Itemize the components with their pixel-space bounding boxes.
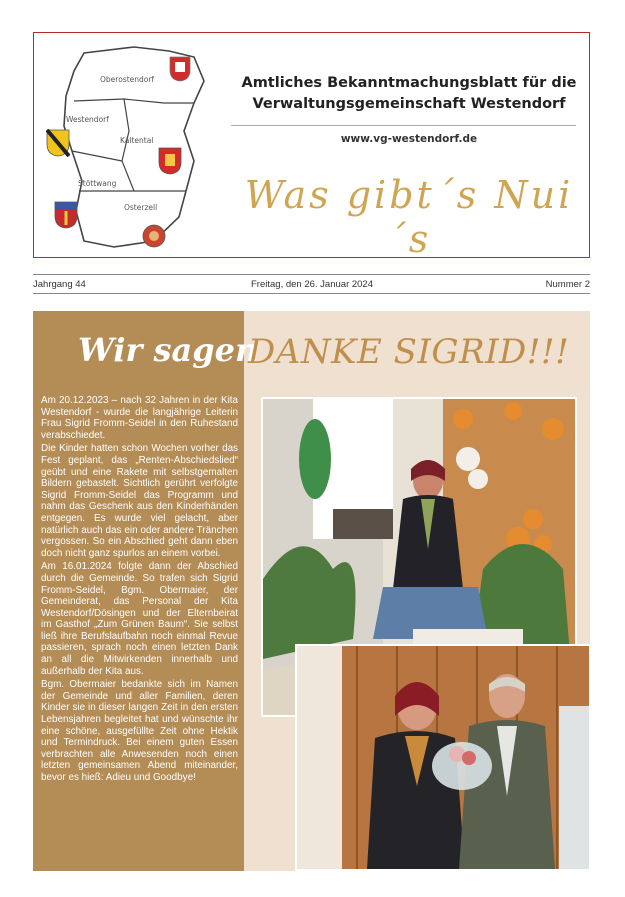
westendorf-coat-of-arms-icon [46, 129, 70, 157]
map-label-stoettwang: Stöttwang [78, 179, 117, 188]
issue-date: Freitag, den 26. Januar 2024 [251, 279, 374, 290]
masthead-title [234, 73, 584, 115]
photo-farewell-gemeinde [295, 644, 591, 871]
headline-part2: DANKE SIGRID!!! [248, 332, 570, 372]
map-label-oberostendorf: Oberostendorf [100, 75, 155, 84]
stoettwang-coat-of-arms-icon [54, 201, 78, 229]
article-paragraph-4: Bgm. Obermaier bedankte sich im Namen der Gemeinde und aller Familien, deren Kinder sie in dieser langen Zeit in den ersten Lebensjahren begleitet hat und wünschte ihr eine schöne, ausgefüllte Zeit ohne Hektik und Termindruck. Bei einem guten Essen verbrachten alle Anwesenden noch einen letzten gemeinsamen Abend miteinander, bevor es hieß: Adieu und Goodbye! [41, 679, 238, 783]
masthead-divider [231, 125, 576, 126]
issue-number: Nummer 2 [545, 279, 590, 290]
article-paragraph-3: Am 16.01.2024 folgte dann der Abschied durch die Gemeinde. So trafen sich Sigrid Fromm-Seidel, Bgm. Obermaier, der Gemeinderat, das Personal der Kita Westendorf/Dösingen und der Elternbeirat im Gasthof „Zum Grünen Baum“. Sie selbst ließ ihre Berufslaufbahn noch einmal Revue passieren, sprach noch einen letzten Dank an all die Mitwirkenden innerhalb und außerhalb der Kita aus. [41, 561, 238, 677]
article-body [41, 395, 238, 786]
masthead [33, 32, 590, 261]
masthead-script-title: Was gibt´s Nui´s [244, 173, 574, 261]
osterzell-coat-of-arms-icon [142, 223, 166, 249]
issue-info-bar [33, 274, 590, 294]
article [33, 311, 590, 871]
headline-part1: Wir sagen [78, 331, 259, 369]
kaltental-coat-of-arms-icon [158, 147, 182, 175]
article-paragraph-1: Am 20.12.2023 – nach 32 Jahren in der Kita Westendorf - wurde die langjährige Leiterin Frau Sigrid Fromm-Seidel in den Ruhestand verabschiedet. [41, 395, 238, 441]
website-link[interactable]: www.vg-westendorf.de [340, 133, 478, 145]
map-label-kaltental: Kaltental [120, 136, 154, 145]
map-label-westendorf: Westendorf [66, 115, 109, 124]
masthead-title-line2: Verwaltungsgemeinschaft Westendorf [252, 96, 566, 112]
map-label-osterzell: Osterzell [124, 203, 158, 212]
masthead-title-line1: Amtliches Bekanntmachungsblatt für die [241, 75, 577, 91]
oberostendorf-coat-of-arms-icon [169, 56, 191, 82]
issue-volume: Jahrgang 44 [33, 279, 86, 290]
district-map [44, 41, 219, 253]
article-paragraph-2: Die Kinder hatten schon Wochen vorher das Fest geplant, das „Renten-Abschiedslied“ geübt und eine Rakete mit selbstgemalten Bildern gebastelt. Sichtlich gerührt verfolgte Sigrid Fromm-Seidel das Programm und nahm das Geschenk aus den Kinderhänden entgegen. Es wurde viel gelacht, aber natürlich auch das ein oder andere Tränchen vergossen. So ein Abschied geht dann eben doch nicht ganz spurlos an einem vorbei. [41, 443, 238, 559]
